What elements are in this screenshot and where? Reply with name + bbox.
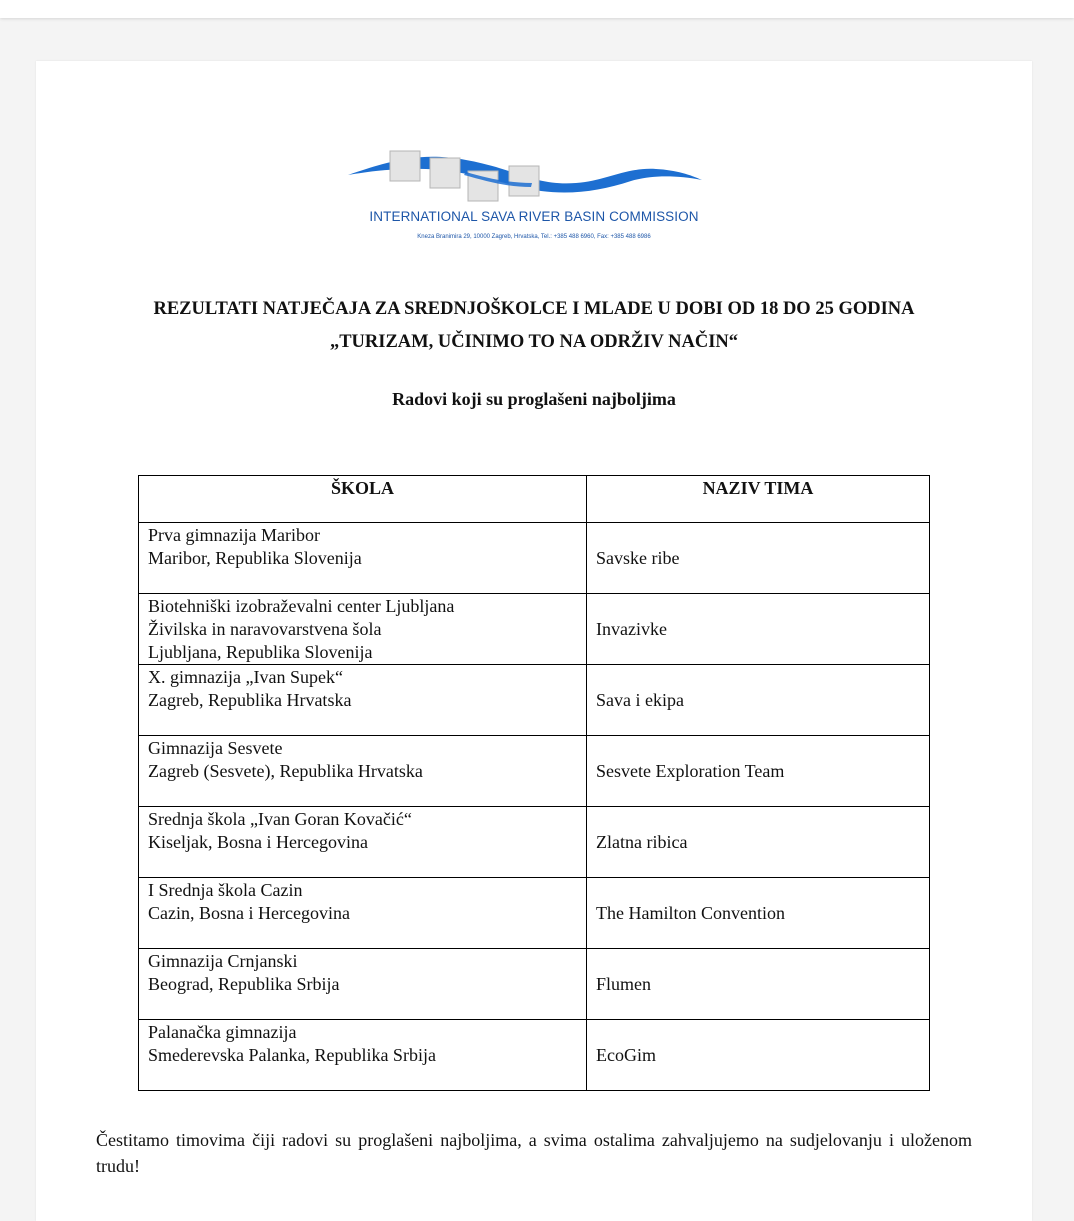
school-cell (139, 949, 587, 1020)
viewer-top-bar (0, 0, 1074, 18)
document-page (36, 61, 1032, 1221)
table-row (139, 665, 930, 736)
column-header-team: NAZIV TIMA (587, 476, 930, 523)
table-row (139, 949, 930, 1020)
team-name-cell: Flumen (587, 949, 930, 1020)
team-name-cell: Invazivke (587, 594, 930, 665)
school-name: I Srednja škola Cazin (148, 880, 303, 900)
school-cell (139, 1020, 587, 1091)
school-location: Maribor, Republika Slovenija (148, 548, 362, 568)
school-name: Biotehniški izobraževalni center Ljubljana (148, 596, 455, 616)
school-cell (139, 665, 587, 736)
school-location: Cazin, Bosna i Hercegovina (148, 903, 350, 923)
school-cell (139, 807, 587, 878)
table-row (139, 736, 930, 807)
document-subtitle: Radovi koji su proglašeni najboljima (392, 389, 676, 409)
school-name: X. gimnazija „Ivan Supek“ (148, 667, 343, 687)
school-subname: Živilska in naravovarstvena šola (148, 619, 382, 639)
closing-paragraph: Čestitamo timovima čiji radovi su proglašeni najboljima, a svima ostalima zahvaljujemo na sudjelovanju i uloženom trudu! (96, 1130, 972, 1176)
table-header-row (139, 476, 930, 523)
table-row (139, 1020, 930, 1091)
team-name-cell: Zlatna ribica (587, 807, 930, 878)
table-row (139, 523, 930, 594)
title-line-1: REZULTATI NATJEČAJA ZA SREDNJOŠKOLCE I MLADE U DOBI OD 18 DO 25 GODINA (153, 299, 915, 319)
sava-commission-logo (346, 145, 726, 215)
team-name-cell: Savske ribe (587, 523, 930, 594)
school-cell (139, 878, 587, 949)
table-row (139, 594, 930, 665)
table-row (139, 807, 930, 878)
school-name: Gimnazija Sesvete (148, 738, 283, 758)
school-location: Ljubljana, Republika Slovenija (148, 642, 373, 662)
school-name: Prva gimnazija Maribor (148, 525, 320, 545)
title-line-2: „TURIZAM, UČINIMO TO NA ODRŽIV NAČIN“ (329, 332, 739, 352)
team-name-cell: The Hamilton Convention (587, 878, 930, 949)
column-header-school: ŠKOLA (139, 476, 587, 523)
team-name-cell: Sesvete Exploration Team (587, 736, 930, 807)
team-name-cell: Sava i ekipa (587, 665, 930, 736)
school-location: Zagreb, Republika Hrvatska (148, 690, 352, 710)
results-table (138, 475, 930, 1091)
school-cell (139, 736, 587, 807)
school-name: Srednja škola „Ivan Goran Kovačić“ (148, 809, 412, 829)
school-cell (139, 523, 587, 594)
school-location: Kiseljak, Bosna i Hercegovina (148, 832, 368, 852)
school-cell (139, 594, 587, 665)
organization-address: Kneza Branimira 29, 10000 Zagreb, Hrvatska, Tel.: +385 488 6960, Fax: +385 488 6986 (417, 234, 651, 240)
document-title (36, 293, 1032, 359)
school-location: Zagreb (Sesvete), Republika Hrvatska (148, 761, 423, 781)
table-row (139, 878, 930, 949)
school-name: Gimnazija Crnjanski (148, 951, 298, 971)
school-location: Smederevska Palanka, Republika Srbija (148, 1045, 436, 1065)
school-location: Beograd, Republika Srbija (148, 974, 340, 994)
school-name: Palanačka gimnazija (148, 1022, 297, 1042)
team-name-cell: EcoGim (587, 1020, 930, 1091)
organization-name: INTERNATIONAL SAVA RIVER BASIN COMMISSION (369, 209, 699, 224)
